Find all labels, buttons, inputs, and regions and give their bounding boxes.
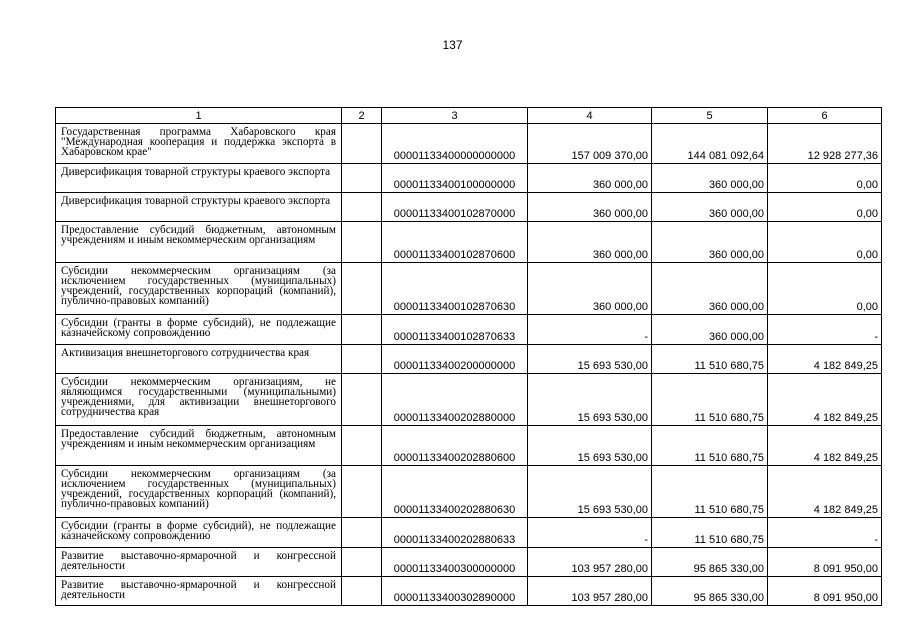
table-row <box>56 164 882 193</box>
row-value-col6: - <box>768 518 882 548</box>
row-code: 00001133400202880000 <box>382 374 528 426</box>
table-row <box>56 345 882 374</box>
row-code: 00001133400202880633 <box>382 518 528 548</box>
row-value-col6: 8 091 950,00 <box>768 577 882 606</box>
table-row <box>56 426 882 466</box>
header-cell: 1 <box>56 108 342 124</box>
row-code: 00001133400000000000 <box>382 124 528 164</box>
row-code: 00001133400200000000 <box>382 345 528 374</box>
row-value-col5: 11 510 680,75 <box>652 518 768 548</box>
row-value-col4: 15 693 530,00 <box>528 345 652 374</box>
table-row <box>56 193 882 222</box>
row-value-col6: 0,00 <box>768 193 882 222</box>
header-cell: 4 <box>528 108 652 124</box>
row-value-col6: 4 182 849,25 <box>768 466 882 518</box>
row-value-col4: 103 957 280,00 <box>528 548 652 577</box>
row-code: 00001133400202880630 <box>382 466 528 518</box>
row-value-col5: 360 000,00 <box>652 315 768 345</box>
row-description: Субсидии (гранты в форме субсидий), не подлежащие казначейскому сопровождению <box>56 315 342 345</box>
row-col2 <box>342 345 382 374</box>
row-value-col4: 157 009 370,00 <box>528 124 652 164</box>
row-value-col4: 15 693 530,00 <box>528 374 652 426</box>
row-code: 00001133400102870630 <box>382 263 528 315</box>
row-value-col5: 11 510 680,75 <box>652 374 768 426</box>
header-cell: 5 <box>652 108 768 124</box>
header-cell: 2 <box>342 108 382 124</box>
row-col2 <box>342 315 382 345</box>
table-row <box>56 577 882 606</box>
budget-table <box>55 107 882 606</box>
row-code: 00001133400102870600 <box>382 222 528 263</box>
row-value-col4: 103 957 280,00 <box>528 577 652 606</box>
row-value-col5: 144 081 092,64 <box>652 124 768 164</box>
row-value-col4: 360 000,00 <box>528 263 652 315</box>
row-value-col5: 360 000,00 <box>652 263 768 315</box>
header-row <box>56 108 882 124</box>
row-value-col6: 0,00 <box>768 263 882 315</box>
row-col2 <box>342 164 382 193</box>
row-value-col5: 360 000,00 <box>652 193 768 222</box>
table-row <box>56 124 882 164</box>
row-value-col4: 15 693 530,00 <box>528 466 652 518</box>
table-row <box>56 315 882 345</box>
row-value-col6: 8 091 950,00 <box>768 548 882 577</box>
row-value-col4: 360 000,00 <box>528 164 652 193</box>
row-col2 <box>342 548 382 577</box>
table-row <box>56 263 882 315</box>
row-description: Предоставление субсидий бюджетным, автономным учреждениям и иным некоммерческим организациям <box>56 222 342 263</box>
row-value-col5: 95 865 330,00 <box>652 577 768 606</box>
row-col2 <box>342 124 382 164</box>
row-value-col6: 12 928 277,36 <box>768 124 882 164</box>
row-col2 <box>342 426 382 466</box>
row-col2 <box>342 222 382 263</box>
row-value-col4: 360 000,00 <box>528 193 652 222</box>
row-code: 00001133400100000000 <box>382 164 528 193</box>
page-number: 137 <box>442 38 463 52</box>
row-value-col6: 4 182 849,25 <box>768 345 882 374</box>
row-code: 00001133400202880600 <box>382 426 528 466</box>
header-cell: 3 <box>382 108 528 124</box>
row-description: Государственная программа Хабаровского края "Международная кооперация и поддержка экспорта в Хабаровском крае" <box>56 124 342 164</box>
row-description: Диверсификация товарной структуры краевого экспорта <box>56 164 342 193</box>
row-description: Развитие выставочно-ярмарочной и конгрессной деятельности <box>56 577 342 606</box>
row-col2 <box>342 518 382 548</box>
row-code: 00001133400102870633 <box>382 315 528 345</box>
row-description: Предоставление субсидий бюджетным, автономным учреждениям и иным некоммерческим организациям <box>56 426 342 466</box>
row-value-col5: 360 000,00 <box>652 164 768 193</box>
row-value-col5: 95 865 330,00 <box>652 548 768 577</box>
row-description: Субсидии некоммерческим организациям, не являющимся государственными (муниципальными) учреждениями, для активизации внешнеторгового сотрудничества края <box>56 374 342 426</box>
row-value-col5: 11 510 680,75 <box>652 426 768 466</box>
row-value-col5: 11 510 680,75 <box>652 466 768 518</box>
row-value-col6: 0,00 <box>768 222 882 263</box>
table-row <box>56 374 882 426</box>
row-value-col6: 4 182 849,25 <box>768 374 882 426</box>
row-value-col6: - <box>768 315 882 345</box>
row-value-col4: - <box>528 315 652 345</box>
row-value-col4: - <box>528 518 652 548</box>
row-col2 <box>342 263 382 315</box>
row-value-col6: 0,00 <box>768 164 882 193</box>
row-description: Развитие выставочно-ярмарочной и конгрессной деятельности <box>56 548 342 577</box>
row-col2 <box>342 577 382 606</box>
row-description: Субсидии некоммерческим организациям (за исключением государственных (муниципальных) учреждений, государственных корпораций (компаний), публично-правовых компаний) <box>56 466 342 518</box>
row-col2 <box>342 374 382 426</box>
table-row <box>56 548 882 577</box>
row-description: Активизация внешнеторгового сотрудничества края <box>56 345 342 374</box>
table-row <box>56 222 882 263</box>
row-value-col5: 11 510 680,75 <box>652 345 768 374</box>
row-col2 <box>342 466 382 518</box>
row-code: 00001133400102870000 <box>382 193 528 222</box>
table-row <box>56 518 882 548</box>
row-col2 <box>342 193 382 222</box>
row-code: 00001133400300000000 <box>382 548 528 577</box>
header-cell: 6 <box>768 108 882 124</box>
row-value-col5: 360 000,00 <box>652 222 768 263</box>
row-value-col4: 360 000,00 <box>528 222 652 263</box>
row-code: 00001133400302890000 <box>382 577 528 606</box>
row-description: Диверсификация товарной структуры краевого экспорта <box>56 193 342 222</box>
table-row <box>56 466 882 518</box>
row-value-col4: 15 693 530,00 <box>528 426 652 466</box>
row-description: Субсидии некоммерческим организациям (за исключением государственных (муниципальных) учреждений, государственных корпораций (компаний), публично-правовых компаний) <box>56 263 342 315</box>
row-value-col6: 4 182 849,25 <box>768 426 882 466</box>
row-description: Субсидии (гранты в форме субсидий), не подлежащие казначейскому сопровождению <box>56 518 342 548</box>
